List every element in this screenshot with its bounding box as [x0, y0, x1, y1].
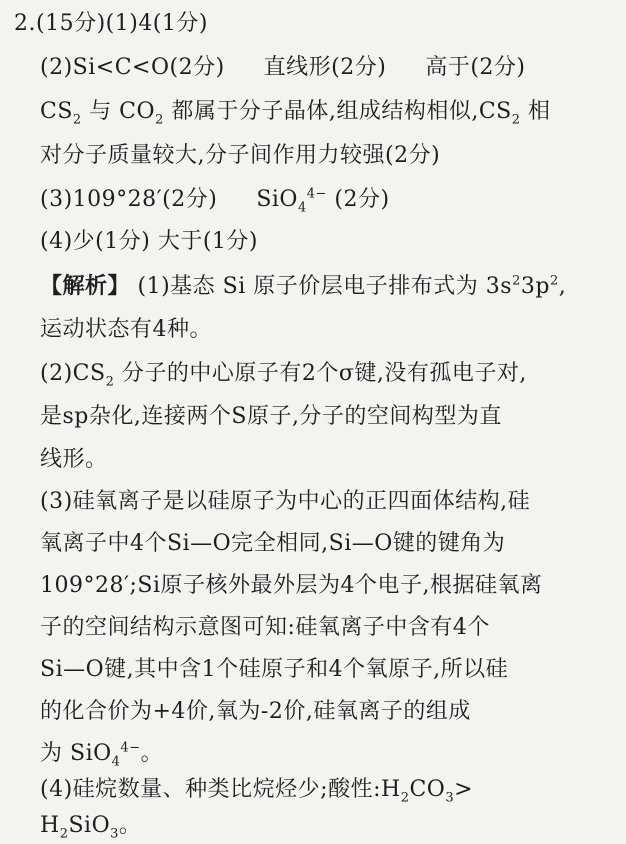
- answer-2-part3: 高于(2分): [425, 55, 526, 80]
- analysis-p1-line1: [40, 272, 566, 301]
- p3-l7-a: 为 SiO: [40, 741, 112, 766]
- question-header: [14, 10, 208, 38]
- answer-2-part2: 直线形(2分): [263, 55, 387, 80]
- co-text: 与 CO: [89, 99, 156, 124]
- analysis-p3-line3: 109°28′;Si原子核外最外层为4个电子,根据硅氧离: [40, 573, 543, 598]
- p1-b: 3p: [520, 274, 550, 299]
- answer-2-part1: (2)Si<C<O(2分): [40, 55, 225, 80]
- analysis-p3-line1: (3)硅氧离子是以硅原子为中心的正四面体结构,硅: [40, 489, 531, 514]
- answer-line-5: [40, 186, 390, 214]
- p1-c: ,: [558, 274, 567, 299]
- p3-l7-b: 。: [140, 741, 164, 766]
- co-sub: 2: [155, 112, 164, 128]
- p4-sub2: 3: [445, 790, 455, 806]
- analysis-p2-line2: 是sp杂化,连接两个S原子,分子的空间构型为直: [40, 404, 502, 429]
- analysis-p3-line6: 的化合价为+4价,氧为-2价,硅氧离子的组成: [40, 699, 471, 724]
- p4-a: (4)硅烷数量、种类比烷烃少;酸性:H: [40, 777, 401, 802]
- bond-angle-text: (3)109°28′(2分): [40, 187, 218, 212]
- analysis-tag: 【解析】: [40, 273, 131, 299]
- analysis-p3-line4: 子的空间结构示意图可知:硅氧离子中含有4个: [40, 615, 490, 640]
- sio-text: SiO: [256, 187, 298, 212]
- sio-sub: 4: [297, 200, 307, 216]
- answer-line-3: [40, 98, 551, 126]
- sio-sup: 4−: [306, 186, 327, 202]
- end-text: 相: [528, 99, 551, 124]
- analysis-p4-line1: [40, 776, 473, 804]
- p1-a: (1)基态 Si 原子价层电子排布式为 3s: [137, 274, 513, 299]
- sio-tail: (2分): [334, 187, 390, 212]
- p2-b: 分子的中心原子有2个σ键,没有孤电子对,: [121, 361, 527, 386]
- p4-l2-c: 。: [118, 813, 142, 838]
- cs-text: CS: [40, 99, 73, 124]
- header-text: 2.(15分)(1)4(1分): [14, 11, 208, 36]
- cs2-sub: 2: [511, 112, 521, 128]
- p4-sub1: 2: [400, 790, 410, 806]
- cs-sub: 2: [72, 112, 82, 128]
- rest-text: 都属于分子晶体,组成结构相似,CS: [171, 99, 512, 124]
- p3-l7-sub: 4: [111, 754, 121, 770]
- p4-b: CO: [409, 777, 446, 802]
- analysis-p3-line7: [40, 740, 163, 768]
- analysis-p1-line2: 运动状态有4种。: [40, 317, 212, 342]
- p3-l7-sup: 4−: [120, 740, 141, 756]
- p4-l2-sub1: 2: [59, 826, 69, 842]
- p4-l2-a: H: [40, 813, 60, 838]
- answer-line-4: 对分子质量较大,分子间作用力较强(2分): [40, 143, 441, 168]
- analysis-p3-line5: Si—O键,其中含1个硅原子和4个氧原子,所以硅: [40, 657, 509, 682]
- p2-a: (2)CS: [40, 361, 106, 386]
- p2-sub: 2: [105, 374, 115, 390]
- analysis-p2-line1: [40, 360, 527, 388]
- analysis-p2-line3: 线形。: [40, 447, 108, 472]
- answer-line-6: (4)少(1分) 大于(1分): [40, 229, 258, 254]
- analysis-p4-line2: [40, 812, 141, 840]
- p4-l2-b: SiO: [68, 813, 111, 838]
- p4-c: >: [454, 777, 474, 802]
- p4-l2-sub2: 3: [110, 826, 119, 842]
- analysis-p3-line2: 氧离子中4个Si—O完全相同,Si—O键的键角为: [40, 531, 506, 556]
- p1-sup2: 2: [549, 273, 559, 289]
- p1-sup1: 2: [512, 273, 521, 289]
- answer-line-2: [40, 54, 526, 82]
